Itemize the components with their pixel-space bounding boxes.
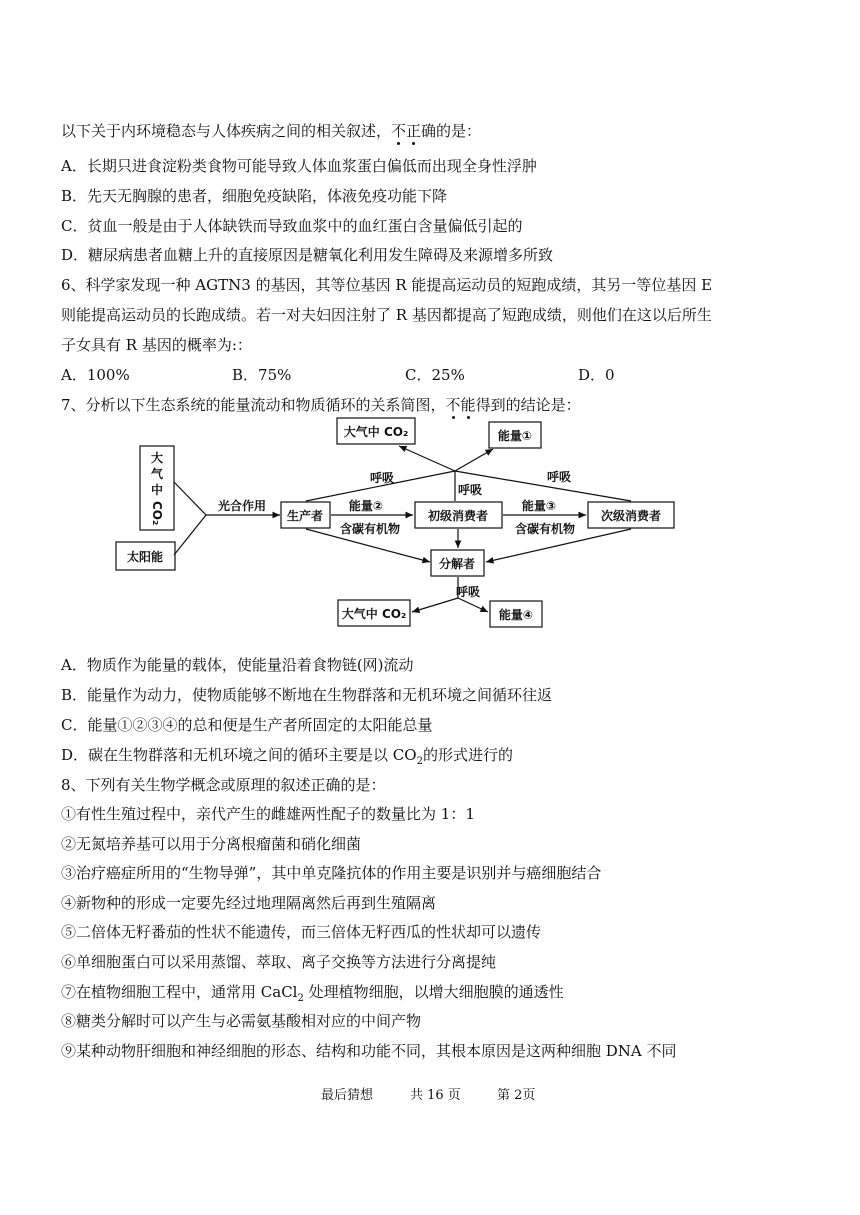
- photosynthesis-label: 光合作用: [217, 499, 267, 513]
- energy2-label: 能量②: [348, 499, 384, 513]
- atm-label-char: 气: [150, 467, 164, 481]
- q8-statement-1: ①有性生殖过程中，亲代产生的雌雄两性配子的数量比为 1：1: [61, 805, 475, 823]
- secondary-consumer-label: 次级消费者: [600, 509, 662, 523]
- q6-option-b: B．75%: [232, 366, 292, 384]
- subscript: 2: [416, 756, 423, 767]
- q7-stem-text: 7、分析以下生态系统的能量流动和物质循环的关系简图，: [61, 396, 446, 414]
- q8-statement-7: [61, 982, 564, 1009]
- q6-stem-line3: 子女具有 R 基因的概率为:：: [61, 336, 252, 354]
- emphasis-char: 能: [460, 396, 476, 414]
- q8-statement-4: ④新物种的形成一定要先经过地理隔离然后再到生殖隔离: [61, 894, 437, 912]
- q5-stem: [61, 121, 481, 141]
- producer-label: 生产者: [286, 509, 324, 523]
- emphasis-char: 正: [406, 122, 422, 140]
- q8-statement-9: ⑨某种动物肝细胞和神经细胞的形态、结构和功能不同，其根本原因是这两种细胞 DNA 不同: [61, 1042, 677, 1060]
- q8-statement-8: ⑧糖类分解时可以产生与必需氨基酸相对应的中间产物: [61, 1012, 422, 1030]
- atm-label-char: 中: [150, 483, 164, 497]
- organic-carbon-label: 含碳有机物: [339, 522, 401, 536]
- decomposer-label: 分解者: [438, 557, 476, 571]
- q5-stem-text: 确的是：: [421, 122, 482, 140]
- solar-energy-label: 太阳能: [126, 550, 164, 564]
- q7-option-b: B．能量作为动力，使物质能够不断地在生物群落和无机环境之间循环往返: [61, 686, 553, 704]
- q7-option-c: C．能量①②③④的总和便是生产者所固定的太阳能总量: [61, 716, 433, 734]
- ecosystem-diagram: [110, 412, 700, 634]
- q6-option-a: A．100%: [61, 366, 130, 384]
- respiration-label: 呼吸: [455, 585, 481, 599]
- q6-option-c: C．25%: [405, 366, 465, 384]
- q8-statement-3: ③治疗癌症所用的“生物导弹”，其中单克隆抗体的作用主要是识别并与癌细胞结合: [61, 864, 602, 882]
- q6-stem-line1: 6、科学家发现一种 AGTN3 的基因，其等位基因 R 能提高运动员的短跑成绩，其另一等位基因 E: [61, 276, 713, 294]
- q5-stem-text: 以下关于内环境稳态与人体疾病之间的相关叙述，: [61, 122, 392, 140]
- footer-page-number: 第 2页: [497, 1088, 536, 1103]
- q6-stem-line2: 则能提高运动员的长跑成绩。若一对夫妇因注射了 R 基因都提高了短跑成绩，则他们在这以后所生: [61, 306, 712, 324]
- respiration-label: 呼吸: [457, 483, 483, 497]
- atm-co2-label: CO₂: [150, 501, 164, 526]
- energy4-label: 能量④: [498, 608, 534, 622]
- q5-option-b: B．先天无胸腺的患者，细胞免疫缺陷，体液免疫功能下降: [61, 187, 448, 205]
- q8-statement-7-text: 处理植物细胞，以增大细胞膜的通透性: [303, 983, 564, 1001]
- footer-title: 最后猜想: [321, 1088, 374, 1103]
- primary-consumer-label: 初级消费者: [427, 509, 489, 523]
- q5-option-a: A．长期只进食淀粉类食物可能导致人体血浆蛋白偏低而出现全身性浮肿: [61, 157, 537, 175]
- respiration-label: 呼吸: [546, 470, 572, 484]
- q8-statement-6: ⑥单细胞蛋白可以采用蒸馏、萃取、离子交换等方法进行分离提纯: [61, 953, 497, 971]
- emphasis-char: 不: [391, 122, 407, 140]
- q7-option-a: A．物质作为能量的载体，使能量沿着食物链(网)流动: [61, 656, 414, 674]
- q6-option-d: D．0: [578, 366, 615, 384]
- respiration-label: 呼吸: [369, 471, 395, 485]
- organic-carbon-label: 含碳有机物: [514, 522, 576, 536]
- q8-stem: 8、下列有关生物学概念或原理的叙述正确的是：: [61, 776, 386, 794]
- q7-option-d-text: D．碳在生物群落和无机环境之间的循环主要是以 CO: [61, 746, 417, 764]
- q5-option-d: D．糖尿病患者血糖上升的直接原因是糖氧化利用发生障碍及来源增多所致: [61, 246, 554, 264]
- q8-statement-7-text: ⑦在植物细胞工程中，通常用 CaCl: [61, 983, 298, 1001]
- emphasis-char: 不: [445, 396, 461, 414]
- atm-co2-bottom-label: 大气中 CO₂: [341, 607, 407, 621]
- energy3-label: 能量③: [521, 499, 557, 513]
- q8-statement-2: ②无氮培养基可以用于分离根瘤菌和硝化细菌: [61, 835, 362, 853]
- atm-co2-top-label: 大气中 CO₂: [343, 425, 409, 439]
- footer-total-pages: 共 16 页: [410, 1088, 461, 1103]
- q8-statement-5: ⑤二倍体无籽番茄的性状不能遗传，而三倍体无籽西瓜的性状却可以遗传: [61, 923, 542, 941]
- energy1-label: 能量①: [497, 429, 533, 443]
- q7-option-d: [61, 745, 513, 772]
- q7-stem-text: 得到的结论是：: [475, 396, 581, 414]
- subscript: 2: [297, 993, 304, 1004]
- atm-label-char: 大: [150, 451, 164, 465]
- q7-option-d-text: 的形式进行的: [422, 746, 513, 764]
- q5-option-c: C．贫血一般是由于人体缺铁而导致血浆中的血红蛋白含量偏低引起的: [61, 217, 523, 235]
